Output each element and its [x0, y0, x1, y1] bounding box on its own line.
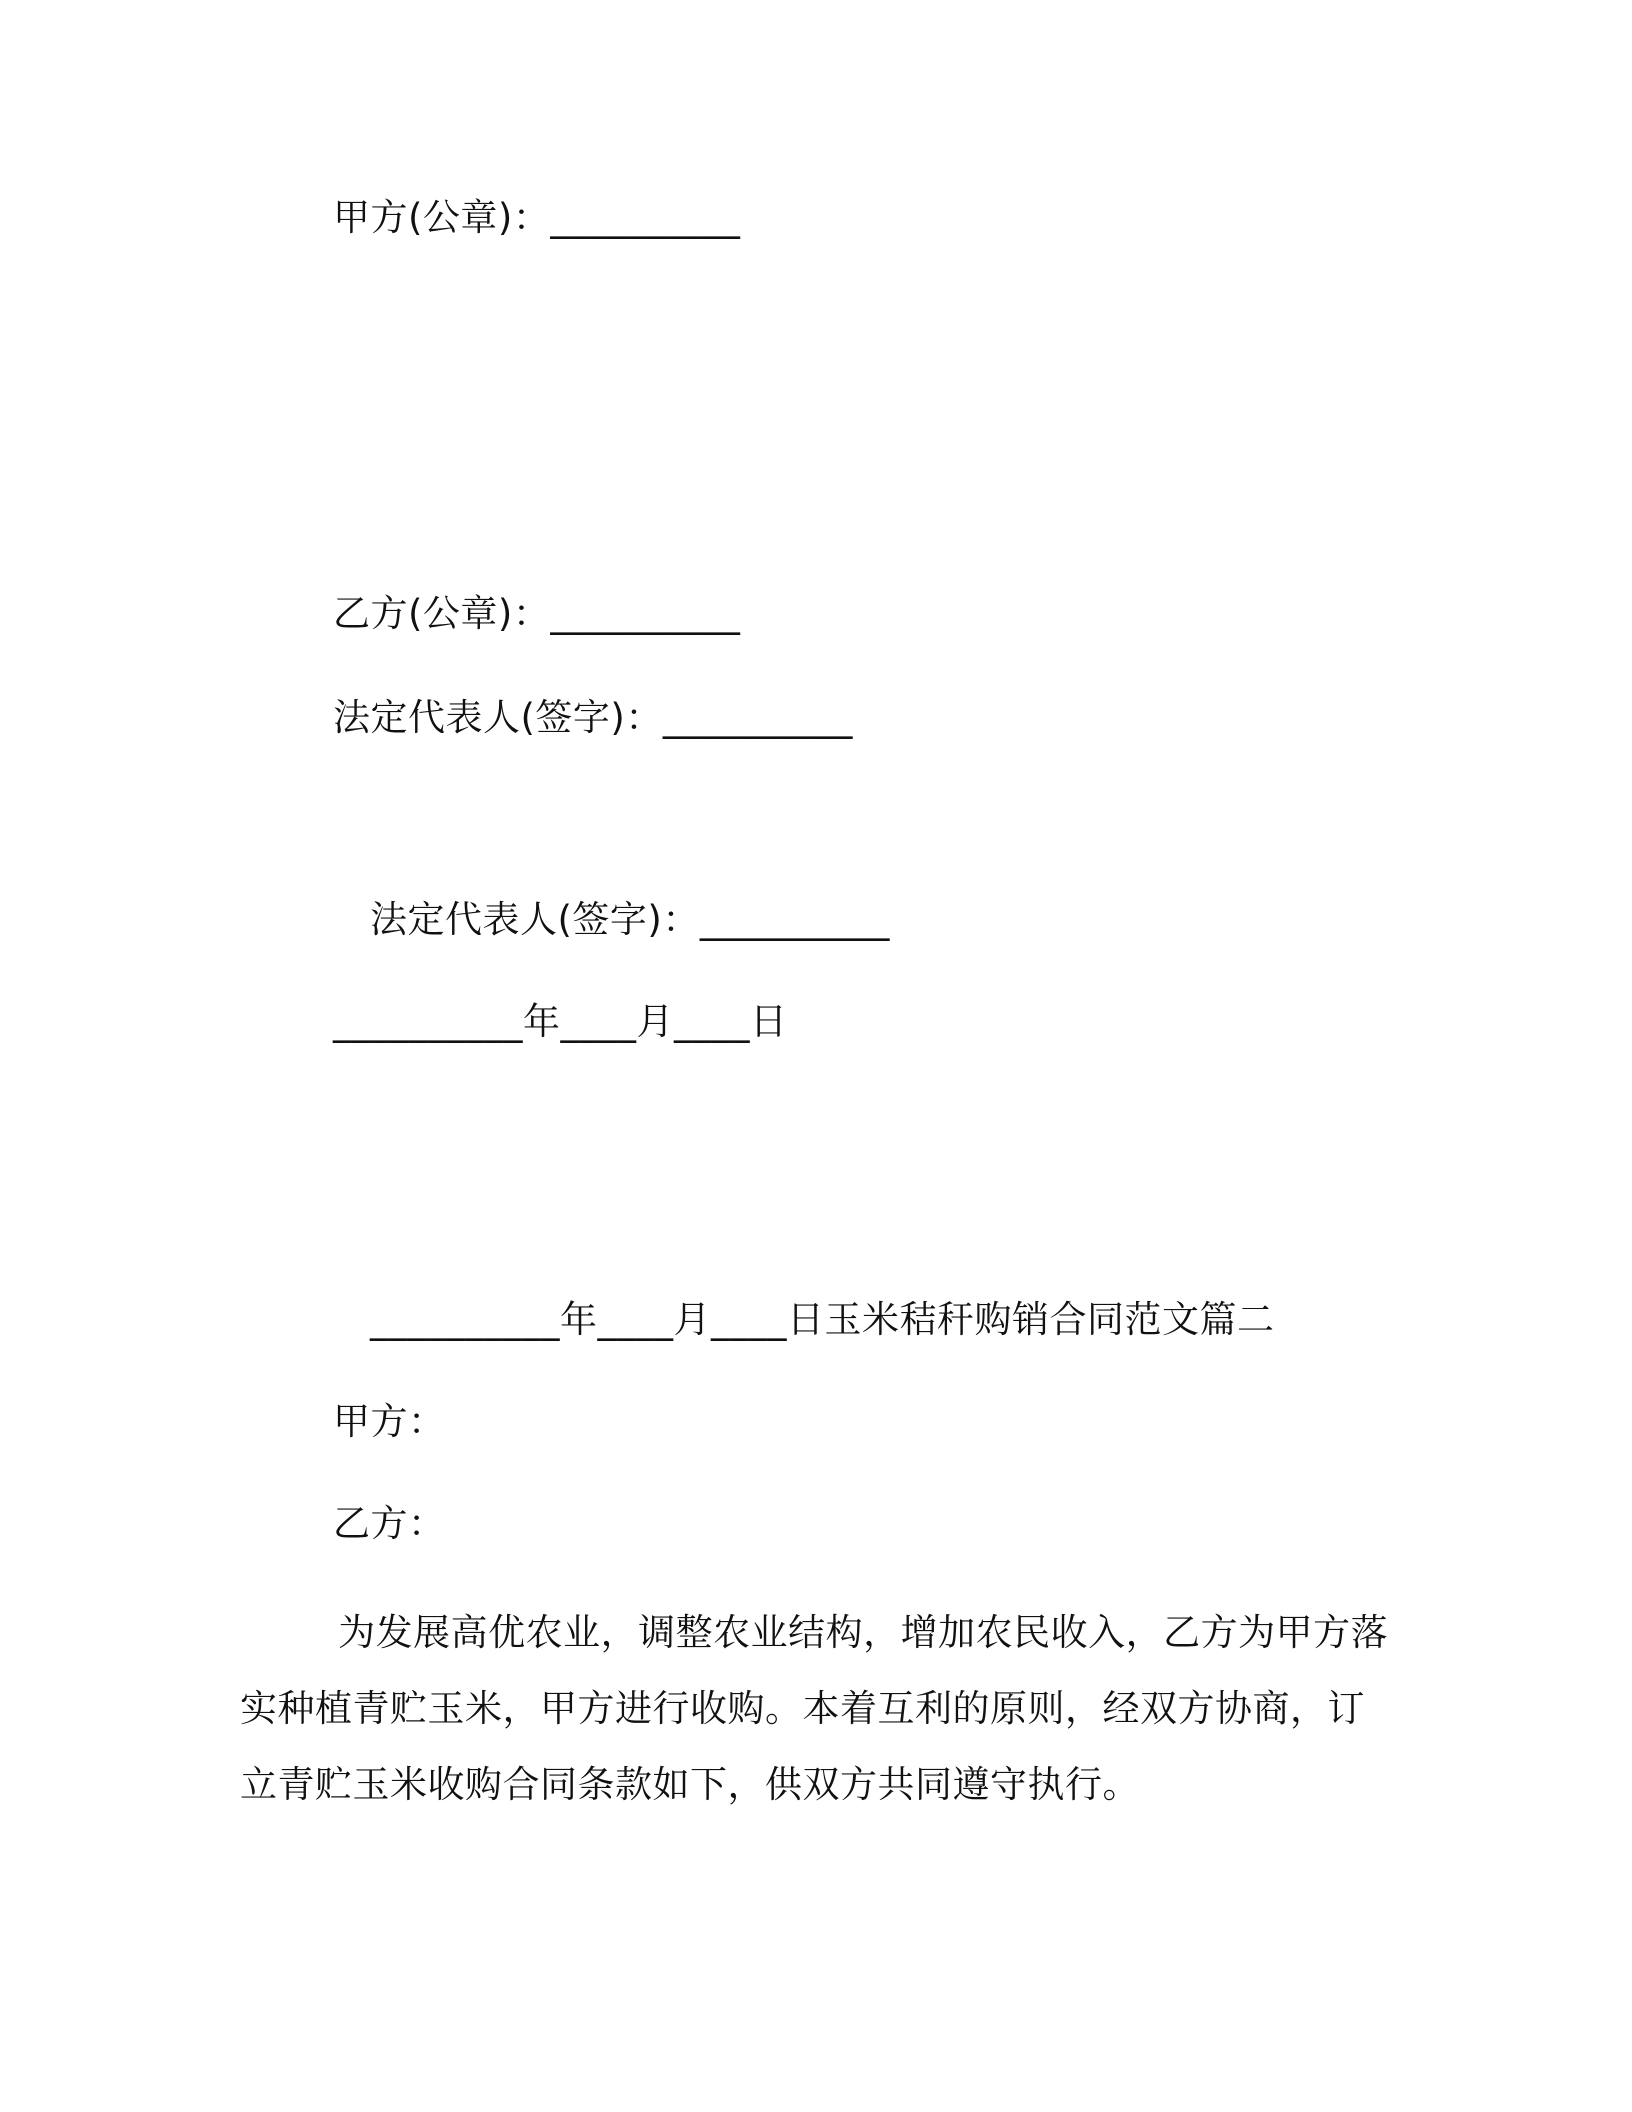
intro-paragraph	[240, 1595, 1390, 1823]
date-line: __________年____月____日	[333, 1000, 788, 1043]
party-a-seal-line: 甲方(公章)：__________	[333, 196, 741, 239]
section-title: __________年____月____日玉米秸秆购销合同范文篇二	[370, 1298, 1275, 1341]
party-b-label: 乙方：	[333, 1502, 446, 1545]
intro-line-3: 立青贮玉米收购合同条款如下，供双方共同遵守执行。	[240, 1763, 1140, 1806]
intro-line-1: 为发展高优农业，调整农业结构，增加农民收入，乙方为甲方落	[240, 1611, 1389, 1654]
party-b-seal-line: 乙方(公章)：__________	[333, 592, 741, 635]
intro-line-2: 实种植青贮玉米，甲方进行收购。本着互利的原则，经双方协商，订	[240, 1687, 1365, 1730]
legal-representative-line-1: 法定代表人(签字)：__________	[333, 696, 853, 739]
party-a-label: 甲方：	[333, 1400, 446, 1443]
legal-representative-line-2: 法定代表人(签字)：__________	[370, 898, 890, 941]
